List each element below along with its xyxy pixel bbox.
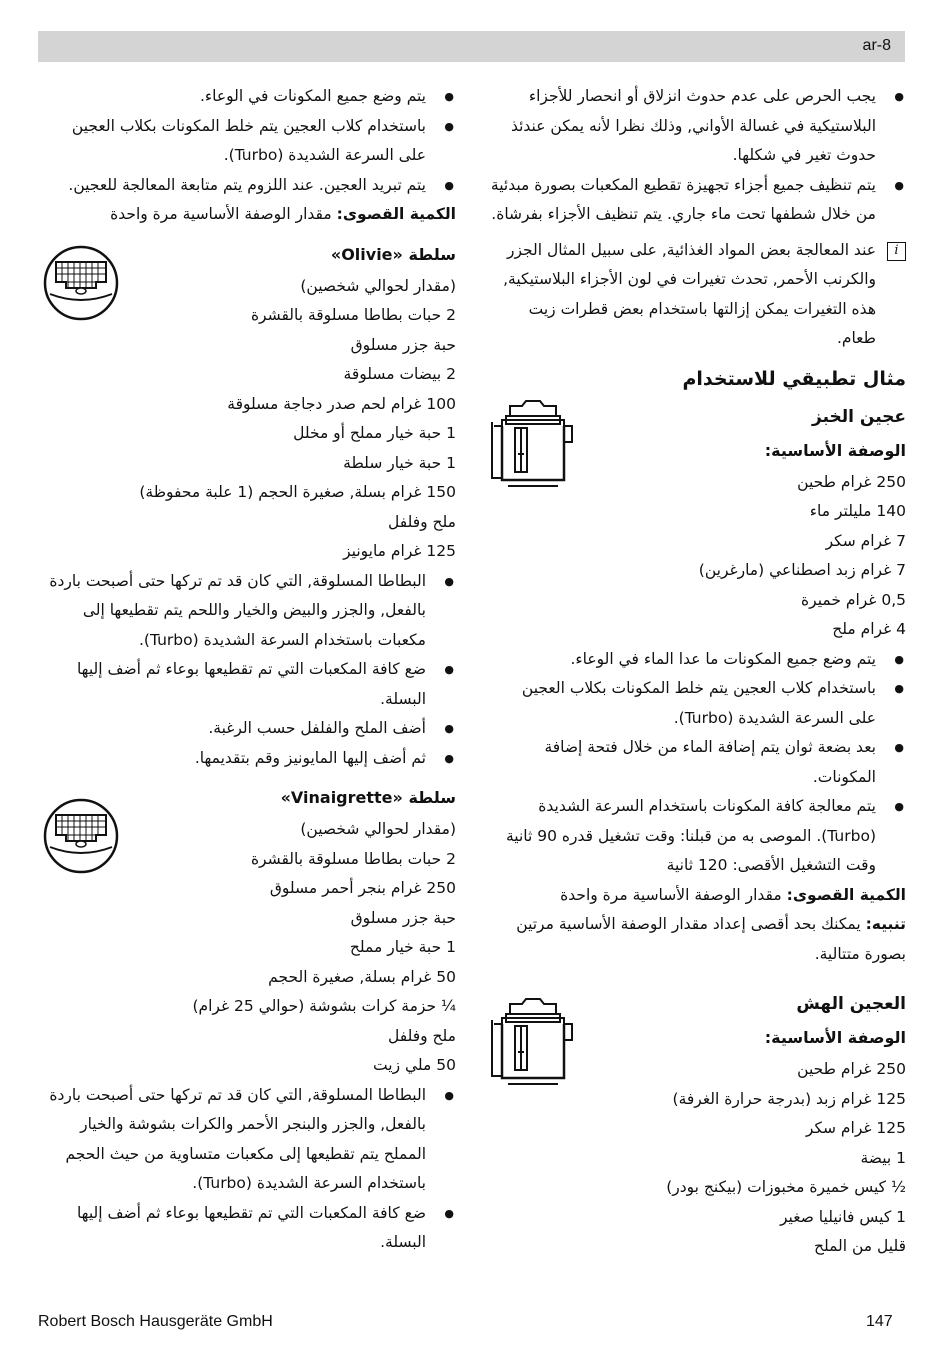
max-quantity bbox=[40, 200, 456, 230]
ingredient-line: 125 غرام مايونيز bbox=[343, 542, 456, 560]
info-note-text: عند المعالجة بعض المواد الغذائية, على سبيل المثال الجزر والكرنب الأحمر, تحدث تغيرات في لون الأجزاء البلاستيكية, هذه التغيرات يمكن إزالتها باستخدام بعض قطرات زيت طعام. bbox=[503, 240, 876, 347]
list-item: ● يتم وضع جميع المكونات ما عدا الماء في الوعاء. bbox=[490, 645, 906, 675]
max-text: مقدار الوصفة الأساسية مرة واحدة bbox=[110, 205, 332, 223]
ingredients-label: الوصفة الأساسية: bbox=[764, 1028, 906, 1047]
list-item: ● بعد بضعة ثوان يتم إضافة الماء من خلال فتحة إضافة المكونات. bbox=[490, 733, 906, 792]
list-item: ● باستخدام كلاب العجين يتم خلط المكونات بكلاب العجين على السرعة الشديدة (Turbo). bbox=[40, 112, 456, 171]
ingredient-line: 50 ملي زيت bbox=[373, 1056, 456, 1074]
page-code: ar-8 bbox=[862, 37, 891, 54]
ingredient-line: 4 غرام ملح bbox=[832, 620, 906, 638]
olivie-ingredients bbox=[40, 301, 456, 567]
dough-kneader-icon bbox=[488, 996, 578, 1094]
list-item: ● يتم تبريد العجين. عند اللزوم يتم متابعة المعالجة للعجين. bbox=[40, 171, 456, 201]
ingredient-line: 250 غرام طحين bbox=[797, 1060, 906, 1078]
list-item: ● أضف الملح والفلفل حسب الرغبة. bbox=[40, 714, 456, 744]
cleaning-list bbox=[490, 82, 906, 230]
warning-text: يمكنك بحد أقصى إعداد مقدار الوصفة الأساسية مرتين بصورة متتالية. bbox=[516, 915, 906, 963]
ingredients-label: الوصفة الأساسية: bbox=[764, 440, 906, 460]
list-item: ● يتم وضع جميع المكونات في الوعاء. bbox=[40, 82, 456, 112]
list-item: ● ضع كافة المكعبات التي تم تقطيعها بوعاء ثم أضف إليها البسلة. bbox=[40, 1199, 456, 1258]
ingredient-line: ملح وفلفل bbox=[388, 1026, 456, 1045]
ingredient-line: 2 حبات بطاطا مسلوقة بالقشرة bbox=[250, 849, 456, 868]
warning-label: تنبيه: bbox=[865, 915, 906, 933]
ingredient-line: 140 مليلتر ماء bbox=[809, 502, 906, 520]
ingredient-line: 1 حبة خيار مملح أو مخلل bbox=[293, 424, 456, 442]
max-quantity bbox=[490, 881, 906, 911]
info-note bbox=[490, 236, 906, 354]
ingredient-line: 100 غرام لحم صدر دجاجة مسلوقة bbox=[227, 394, 456, 413]
ingredient-line: 50 غرام بسلة, صغيرة الحجم bbox=[268, 967, 456, 986]
section-title: مثال تطبيقي للاستخدام bbox=[682, 367, 906, 390]
ingredient-line: 2 حبات بطاطا مسلوقة بالقشرة bbox=[250, 306, 456, 324]
vinaigrette-steps bbox=[40, 1081, 456, 1258]
ingredient-line: حبة جزر مسلوق bbox=[350, 335, 456, 354]
sponge-title: العجين الهش bbox=[796, 994, 906, 1014]
ingredient-line: 1 بيضة bbox=[860, 1148, 906, 1167]
warning bbox=[490, 910, 906, 969]
steps-list bbox=[40, 82, 456, 200]
footer-company: Robert Bosch Hausgeräte GmbH bbox=[38, 1313, 273, 1330]
list-item: ● باستخدام كلاب العجين يتم خلط المكونات بكلاب العجين على السرعة الشديدة (Turbo). bbox=[490, 674, 906, 733]
list-item: ● البطاطا المسلوقة, التي كان قد تم تركها حتى أصبحت باردة بالفعل, والجزر والبيض والخيار واللحم يتم تقطيعها إلى مكعبات باستخدام السرعة الشديدة (Turbo). bbox=[40, 567, 456, 656]
list-item: ● يتم تنظيف جميع أجزاء تجهيزة تقطيع المكعبات بصورة مبدئية من خلال شطفها تحت ماء جاري. يتم تنظيف الأجزاء بفرشاة. bbox=[490, 171, 906, 230]
page-number: 147 bbox=[866, 1313, 893, 1330]
olivie-title: سلطة «Olivie» bbox=[330, 244, 456, 264]
ingredient-line: 1 حبة خيار مملح bbox=[349, 938, 456, 956]
ingredient-line: 250 غرام بنجر أحمر مسلوق bbox=[269, 879, 456, 897]
max-label: الكمية القصوى: bbox=[336, 205, 456, 223]
ingredient-line: 0,5 غرام خميرة bbox=[801, 590, 906, 609]
max-text: مقدار الوصفة الأساسية مرة واحدة bbox=[560, 885, 782, 904]
ingredient-line: 1 كيس فانيليا صغير bbox=[780, 1207, 906, 1226]
header-bar bbox=[38, 31, 905, 62]
info-icon: i bbox=[887, 242, 906, 261]
dicing-disc-icon bbox=[42, 797, 120, 875]
dough-steps bbox=[490, 645, 906, 881]
serving-note: (مقدار لحوالي شخصين) bbox=[300, 276, 456, 295]
max-label: الكمية القصوى: bbox=[786, 885, 906, 904]
ingredient-line: ¼ حزمة كرات بشوشة (حوالي 25 غرام) bbox=[192, 997, 456, 1015]
ingredient-line: 150 غرام بسلة, صغيرة الحجم (1 علبة محفوظة) bbox=[139, 483, 456, 501]
ingredient-line: ملح وفلفل bbox=[388, 512, 456, 531]
ingredient-line: 250 غرام طحين bbox=[797, 472, 906, 491]
dicing-disc-icon bbox=[42, 244, 120, 322]
dough-title: عجين الخبز bbox=[812, 406, 906, 427]
ingredient-line: 125 غرام زبد (بدرجة حرارة الغرفة) bbox=[672, 1089, 906, 1108]
ingredient-line: 7 غرام زبد اصطناعي (مارغرين) bbox=[698, 561, 906, 579]
vinaigrette-ingredients bbox=[40, 845, 456, 1081]
ingredient-line: 2 بيضات مسلوقة bbox=[343, 365, 456, 383]
ingredient-line: 7 غرام سكر bbox=[825, 531, 906, 550]
dough-kneader-icon bbox=[488, 398, 578, 496]
list-item: ● يتم معالجة كافة المكونات باستخدام السرعة الشديدة (Turbo). الموصى به من قبلنا: وقت تشغيل قدره 90 ثانية وقت التشغيل الأقصى: 120 ثانية bbox=[490, 792, 906, 881]
list-item: ● ضع كافة المكعبات التي تم تقطيعها بوعاء ثم أضف إليها البسلة. bbox=[40, 655, 456, 714]
list-item: ● البطاطا المسلوقة, التي كان قد تم تركها حتى أصبحت باردة بالفعل, والجزر والبنجر الأحمر والكرات بشوشة والخيار المملح يتم تقطيعها إلى مكعبات متساوية من حيث الحجم باستخدام السرعة الشديدة (Turbo). bbox=[40, 1081, 456, 1199]
ingredient-line: قليل من الملح bbox=[813, 1237, 906, 1255]
ingredient-line: ½ كيس خميرة مخبوزات (بيكنج بودر) bbox=[666, 1178, 906, 1196]
serving-note: (مقدار لحوالي شخصين) bbox=[300, 820, 456, 838]
list-item: ● ثم أضف إليها المايونيز وقم بتقديمها. bbox=[40, 744, 456, 774]
vinaigrette-title: سلطة «Vinaigrette» bbox=[280, 788, 456, 807]
olivie-steps bbox=[40, 567, 456, 774]
ingredient-line: حبة جزر مسلوق bbox=[350, 908, 456, 927]
ingredient-line: 125 غرام سكر bbox=[805, 1119, 906, 1137]
list-item: ● يجب الحرص على عدم حدوث انزلاق أو انحصار للأجزاء البلاستيكية في غسالة الأواني, وذلك نظرا لأنه يمكن عندئذ حدوث تغير في شكلها. bbox=[490, 82, 906, 171]
ingredient-line: 1 حبة خيار سلطة bbox=[343, 453, 456, 472]
